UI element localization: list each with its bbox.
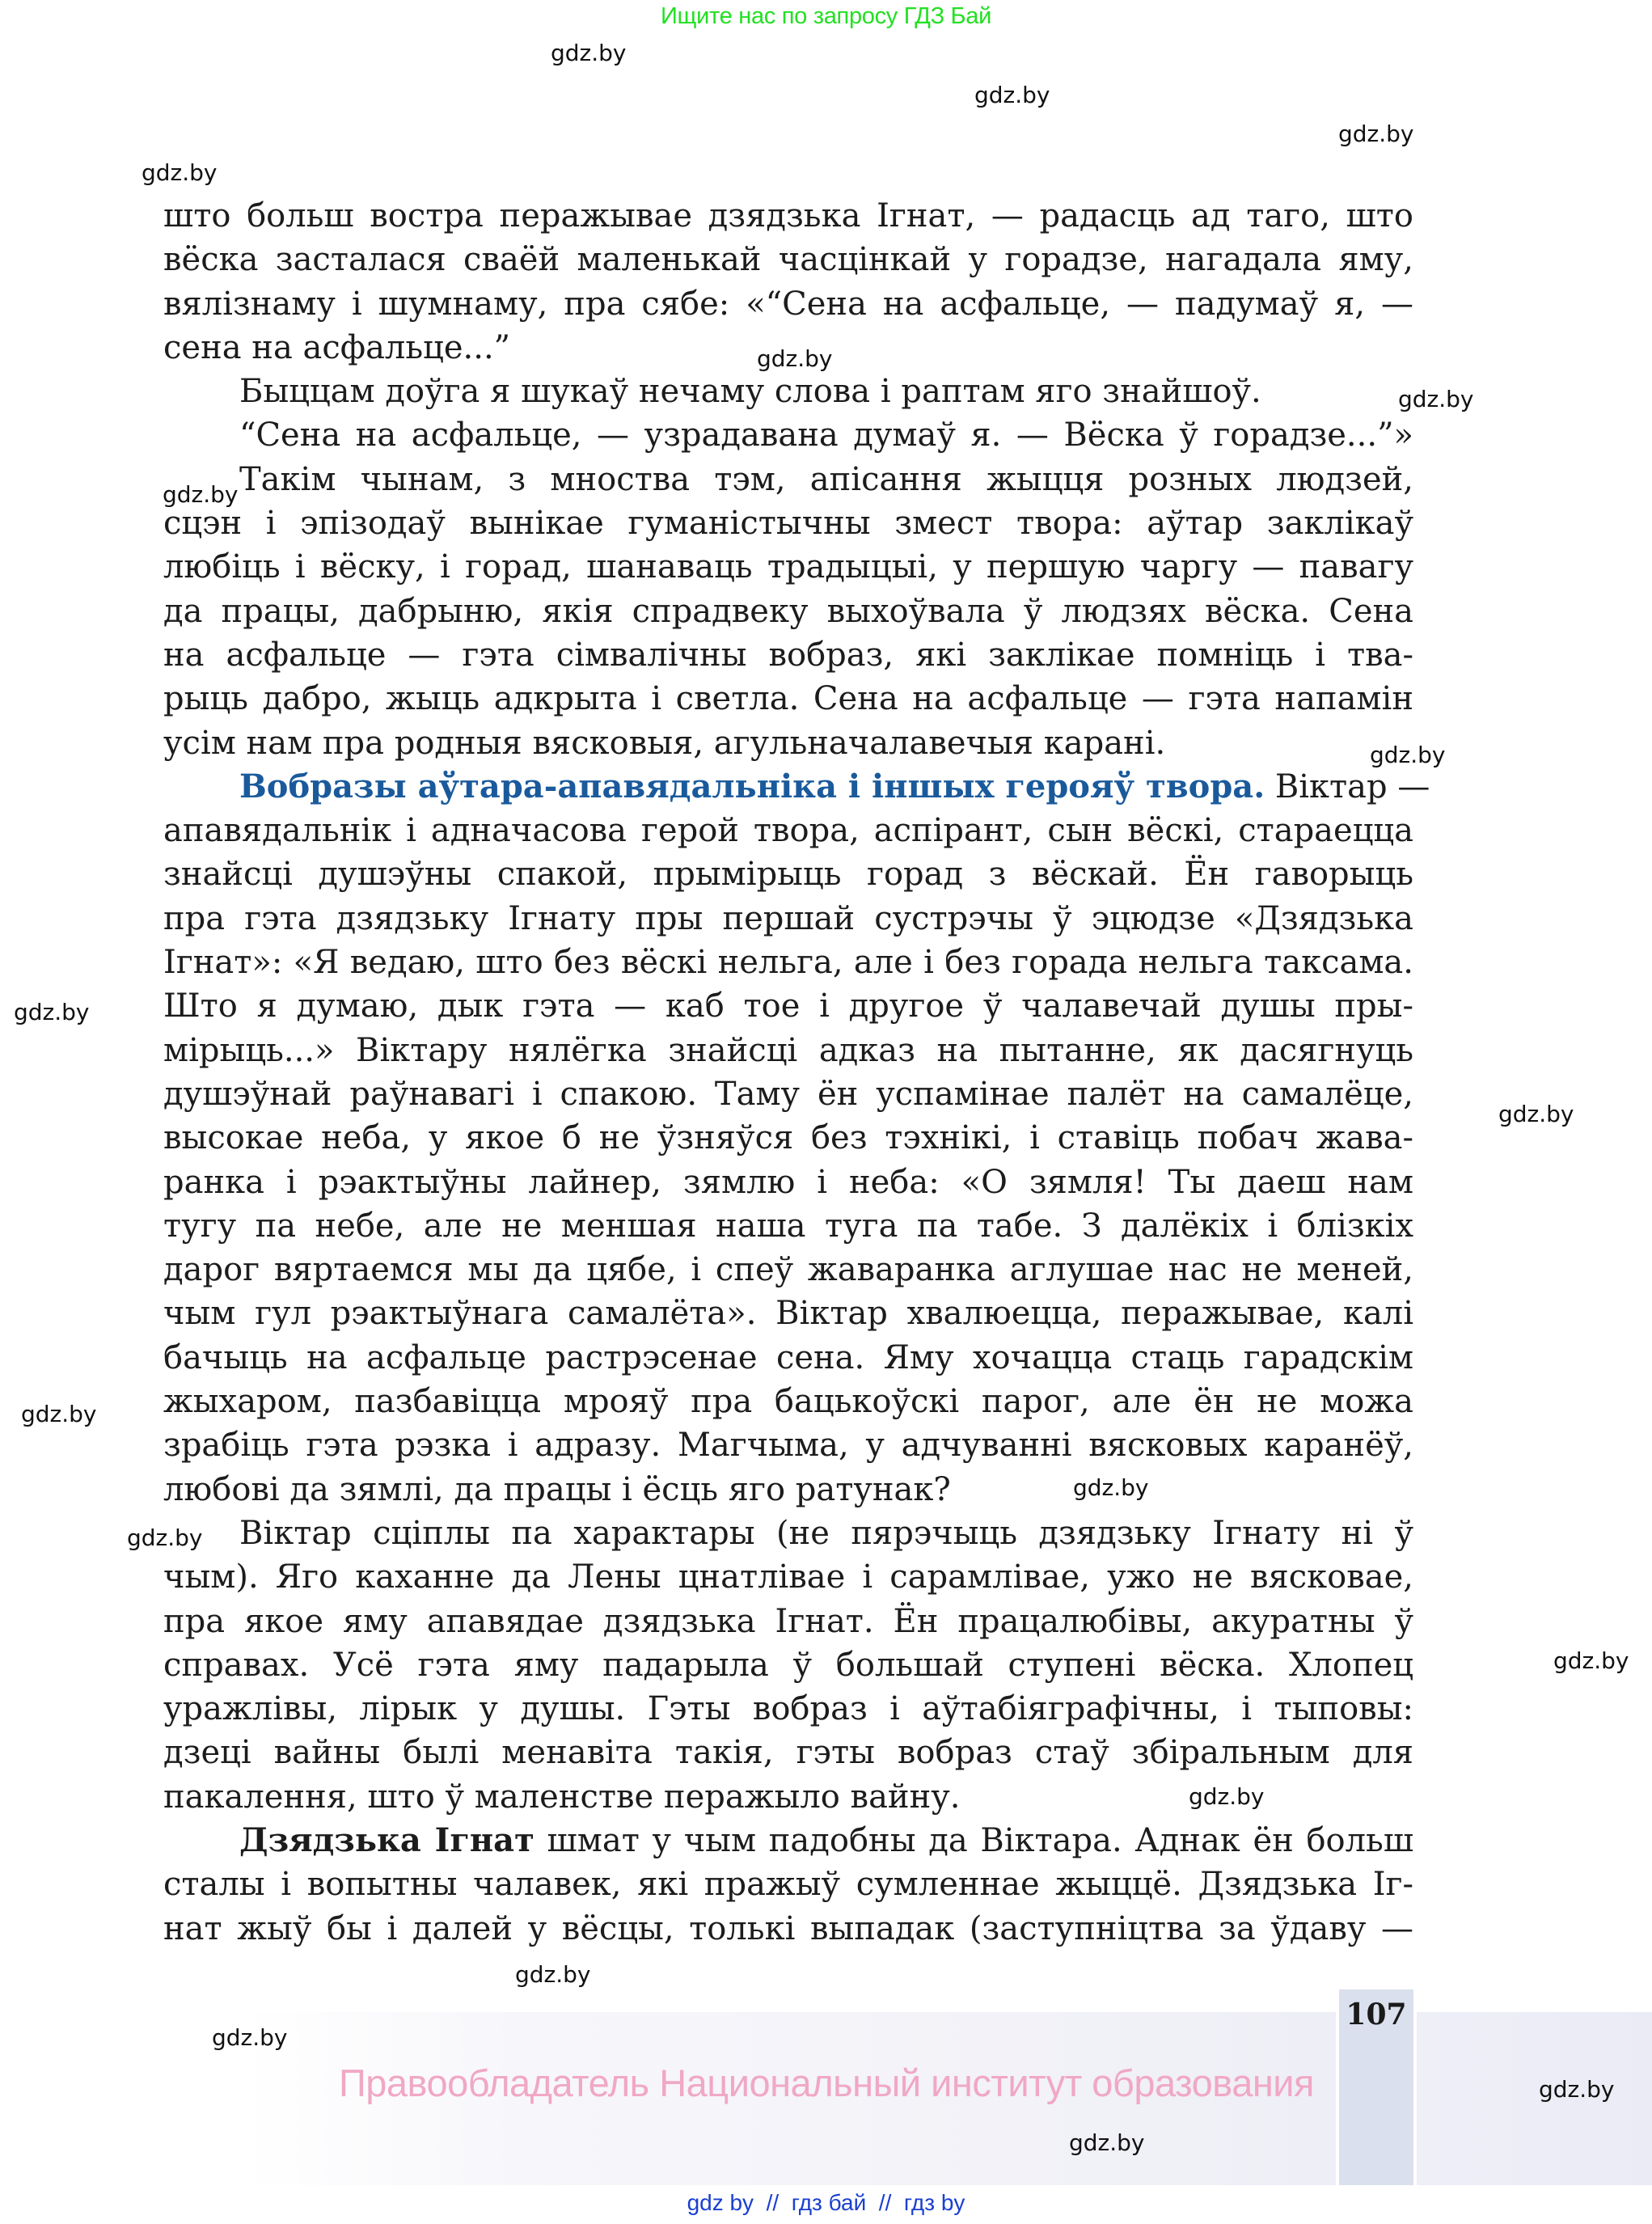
watermark-text: gdz.by xyxy=(1553,1647,1629,1674)
text-line: “Сена на асфальце, — узрадавана думаў я. — Вёска ў горадзе...”» xyxy=(239,416,1413,455)
text-line: знайсці душэўны спакой, прымірыць горад з вёскай. Ён гаворыць xyxy=(163,856,1413,894)
watermark-text: gdz.by xyxy=(127,1524,203,1551)
text-line: пра якое яму апавядае дзядзька Ігнат. Ён працалюбівы, акуратны ў xyxy=(163,1602,1413,1640)
watermark-text: gdz.by xyxy=(1073,1474,1149,1501)
text-line: пра гэта дзядзьку Ігнату пры першай сустрэчы ў эцюдзе «Дзядзька xyxy=(163,899,1413,937)
footer-band-right xyxy=(1417,2012,1652,2185)
text-line: Віктар сціплы па характары (не пярэчыць дзядзьку Ігнату ні ў xyxy=(239,1514,1413,1552)
text-line: апавядальнік і адначасова герой твора, аспірант, сын вёскі, стараецца xyxy=(163,812,1413,850)
text-line: любіць і вёску, і горад, шанаваць традыцыі, у першую чаргу — павагу xyxy=(163,548,1413,586)
watermark-text: gdz.by xyxy=(1189,1783,1265,1810)
text-line: чым). Яго каханне да Лены цнатлівае і сарамлівае, ужо не вясковае, xyxy=(163,1558,1413,1596)
text-line: Быццам доўга я шукаў нечаму слова і раптам яго знайшоў. xyxy=(239,373,1261,411)
text-line: Ігнат»: «Я ведаю, што без вёскі нельга, але і без горада нельга таксама. xyxy=(163,944,1413,982)
watermark-text: gdz.by xyxy=(551,40,627,66)
watermark-text: gdz.by xyxy=(1370,742,1446,768)
text-run: Віктар — xyxy=(1265,767,1430,805)
text-line: мірыць...» Віктару нялёгка знайсці адказ на пытанне, як дасягнуць xyxy=(163,1031,1413,1069)
character-name-bold: Дзядзька Ігнат xyxy=(239,1820,534,1859)
watermark-text: gdz.by xyxy=(212,2024,288,2051)
copyright-notice: Правообладатель Национальный институт образования xyxy=(338,2061,1314,2104)
text-line: пакалення, што ў маленстве перажыло вайну. xyxy=(163,1778,961,1816)
page-body xyxy=(163,194,1430,1951)
text-line: рыць дабро, жыць адкрыта і светла. Сена на асфальце — гэта напамін xyxy=(163,680,1413,718)
watermark-text: gdz.by xyxy=(515,1961,591,1988)
text-line: дарог вяртаемся мы да цябе, і спеў жаваранка аглушае нас не меней, xyxy=(163,1251,1413,1289)
text-line: вялізнаму і шумнаму, пра сябе: «“Сена на асфальце, — падумаў я, — xyxy=(163,285,1413,323)
text-line: справах. Усё гэта яму падарыла ў большай ступені вёска. Хлопец xyxy=(163,1646,1413,1684)
watermark-text: gdz.by xyxy=(14,999,90,1025)
watermark-text: gdz.by xyxy=(1398,386,1474,412)
paragraph-ignat-line xyxy=(163,1819,1413,1862)
text-line: сцэн і эпізодаў вынікае гуманістычны змест твора: аўтар заклікаў xyxy=(163,505,1413,543)
text-line: бачыць на асфальце растрэсенае сена. Яму хочацца стаць гарадскім xyxy=(163,1338,1413,1376)
text-line: Што я думаю, дык гэта — каб тое і другое ў чалавечай душы пры- xyxy=(163,987,1413,1025)
text-line: чым гул рэактыўнага самалёта». Віктар хвалюецца, перажывае, калі xyxy=(163,1295,1413,1333)
text-line: душэўнай раўнавагі і спакою. Таму ён успамінае палёт на самалёце, xyxy=(163,1075,1413,1113)
text-line: усім нам пра родныя вясковыя, агульначалавечыя карані. xyxy=(163,724,1166,762)
text-line: вёска засталася сваёй маленькай часцінкай у горадзе, нагадала яму, xyxy=(163,241,1413,279)
watermark-text: gdz.by xyxy=(1498,1101,1574,1127)
watermark-text: gdz.by xyxy=(757,345,833,372)
watermark-text: gdz.by xyxy=(974,82,1050,108)
text-line: да працы, дабрыню, якія спрадвеку выхоўвала ў людзях вёска. Сена xyxy=(163,592,1413,630)
text-line: сталы і вопытны чалавек, які пражыў сумленнае жыццё. Дзядзька Іг- xyxy=(163,1866,1413,1904)
watermark-text: gdz.by xyxy=(163,481,239,508)
top-banner: Ищите нас по запросу ГДЗ Бай xyxy=(660,3,991,29)
section-heading: Вобразы аўтара-апавядальніка і іншых герояў твора. xyxy=(239,767,1265,805)
watermark-text: gdz.by xyxy=(1069,2129,1145,2156)
text-line: зрабіць гэта рэзка і адразу. Магчыма, у адчуванні вясковых каранёў, xyxy=(163,1427,1413,1465)
section-heading-line xyxy=(163,765,1430,809)
bottom-links[interactable]: gdz by // гдз бай // гдз by xyxy=(687,2190,965,2215)
watermark-text: gdz.by xyxy=(1539,2076,1615,2103)
page-number: 107 xyxy=(1346,1998,1407,2032)
text-line: любові да зямлі, да працы і ёсць яго ратунак? xyxy=(163,1470,951,1508)
text-line: ранка і рэактыўны лайнер, зямлю і неба: «О зямля! Ты даеш нам xyxy=(163,1163,1413,1201)
text-run: шмат у чым падобны да Віктара. Аднак ён больш xyxy=(534,1821,1413,1859)
watermark-text: gdz.by xyxy=(142,159,218,186)
text-line: высокае неба, у якое б не ўзняўся без тэхнікі, і ставіць побач жава- xyxy=(163,1119,1413,1157)
text-line: што больш востра перажывае дзядзька Ігнат, — радасць ад таго, што xyxy=(163,197,1413,235)
text-line: нат жыў бы і далей у вёсцы, толькі выпадак (заступніцтва за ўдаву — xyxy=(163,1909,1413,1947)
text-line: тугу па небе, але не меншая наша туга па табе. З далёкіх і блізкіх xyxy=(163,1207,1413,1245)
text-line: Такім чынам, з мноства тэм, апісання жыцця розных людзей, xyxy=(239,460,1413,498)
text-line: на асфальце — гэта сімвалічны вобраз, які заклікае помніць і тва- xyxy=(163,636,1413,674)
text-line: сена на асфальце...” xyxy=(163,328,511,366)
text-line: жыхаром, пазбавіцца мрояў пра бацькоўскі парог, але ён не можа xyxy=(163,1383,1413,1421)
watermark-text: gdz.by xyxy=(21,1401,97,1427)
text-line: дзеці вайны былі менавіта такія, гэты вобраз стаў збіральным для xyxy=(163,1734,1413,1772)
text-line: уражлівы, лірык у душы. Гэты вобраз і аўтабіяграфічны, і тыповы: xyxy=(163,1690,1413,1728)
watermark-text: gdz.by xyxy=(1338,121,1414,147)
